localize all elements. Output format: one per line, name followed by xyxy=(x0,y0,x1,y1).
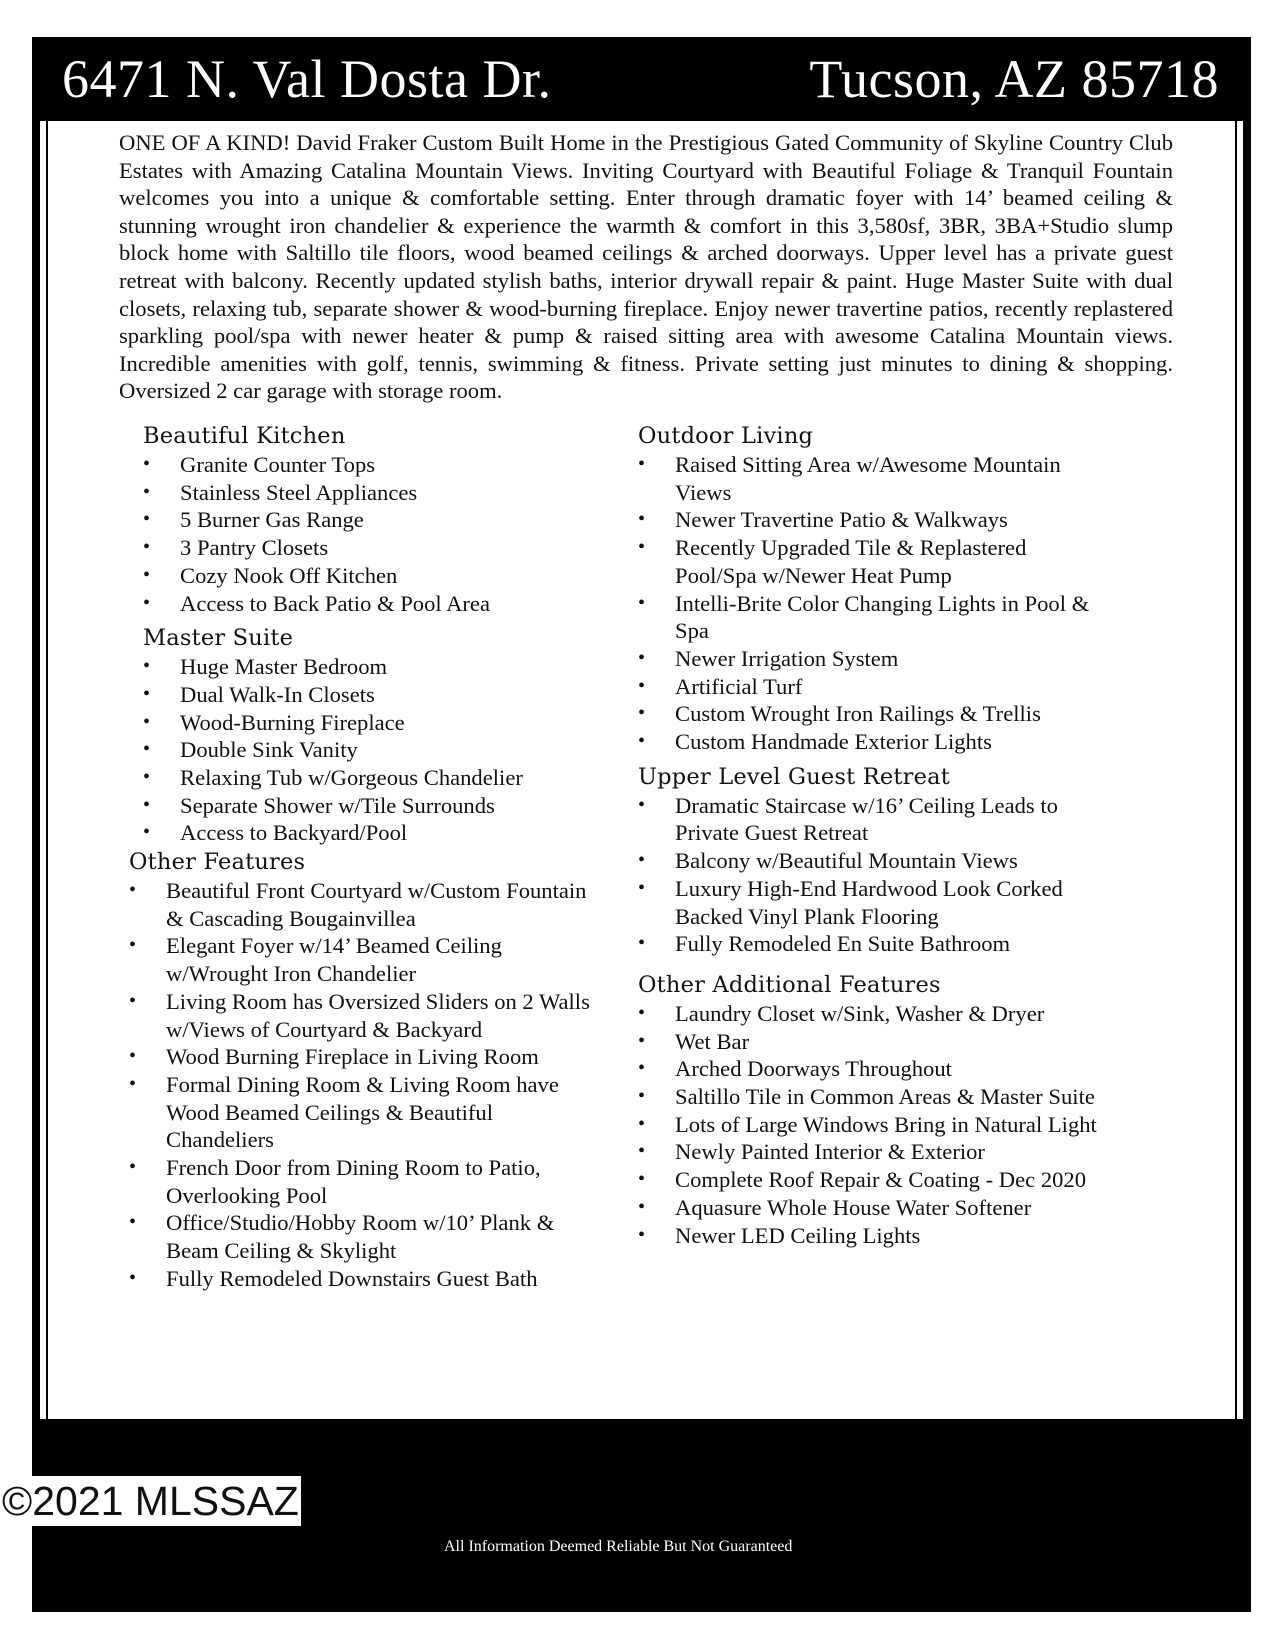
feature-item: • Balcony w/Beautiful Mountain Views xyxy=(638,847,1098,875)
feature-item: • Stainless Steel Appliances xyxy=(143,479,623,507)
feature-item: • Newer LED Ceiling Lights xyxy=(638,1222,1098,1250)
feature-item: • 5 Burner Gas Range xyxy=(143,506,623,534)
feature-item: • Raised Sitting Area w/Awesome Mountain Views xyxy=(638,451,1098,506)
feature-item: • Intelli-Brite Color Changing Lights in Pool & Spa xyxy=(638,590,1098,645)
section-title: Upper Level Guest Retreat xyxy=(638,763,950,790)
section-title: Outdoor Living xyxy=(638,423,814,449)
feature-item: • Office/Studio/Hobby Room w/10’ Plank & Beam Ceiling & Skylight xyxy=(129,1209,599,1264)
feature-list xyxy=(638,1000,1098,1249)
section-other-features xyxy=(129,847,599,1293)
feature-item: • Aquasure Whole House Water Softener xyxy=(638,1194,1098,1222)
feature-list xyxy=(638,792,1098,958)
feature-item: • Newer Irrigation System xyxy=(638,645,1098,673)
section-title: Master Suite xyxy=(143,625,294,652)
section-title: Beautiful Kitchen xyxy=(143,423,346,449)
disclaimer-text: All Information Deemed Reliable But Not Guaranteed xyxy=(444,1538,793,1555)
flyer-header xyxy=(32,37,1251,121)
feature-item: • Newer Travertine Patio & Walkways xyxy=(638,506,1098,534)
feature-item: • Granite Counter Tops xyxy=(143,451,623,479)
left-column xyxy=(143,421,623,853)
section-master-suite xyxy=(143,623,623,847)
feature-item: • Double Sink Vanity xyxy=(143,736,623,764)
feature-item: • Custom Wrought Iron Railings & Trellis xyxy=(638,700,1098,728)
feature-item: • Wood Burning Fireplace in Living Room xyxy=(129,1043,599,1071)
section-additional-features xyxy=(638,970,1098,1249)
copyright-watermark: ©2021 MLSSAZ xyxy=(2,1478,299,1524)
feature-item: • Fully Remodeled En Suite Bathroom xyxy=(638,930,1098,958)
feature-item: • Wood-Burning Fireplace xyxy=(143,709,623,737)
feature-item: • Artificial Turf xyxy=(638,673,1098,701)
property-description: ONE OF A KIND! David Fraker Custom Built Home in the Prestigious Gated Community of Skyline Country Club Estates with Amazing Catalina Mountain Views. Inviting Courtyard with Beautiful Foliage & Tranquil Fountain welcomes you into a unique & comfortable setting. Enter through dramatic foyer with 14’ beamed ceiling & stunning wrought iron chandelier & experience the warmth & comfort in this 3,580sf, 3BR, 3BA+Studio slump block home with Saltillo tile floors, wood beamed ceilings & arched doorways. Upper level has a private guest retreat with balcony. Recently updated stylish baths, interior drywall repair & paint. Huge Master Suite with dual closets, relaxing tub, separate shower & wood-burning fireplace. Enjoy newer travertine patios, recently replastered sparkling pool/spa with newer heater & pump & raised sitting area with awesome Catalina Mountain views. Incredible amenities with golf, tennis, swimming & fitness. Private setting just minutes to dining & shopping. Oversized 2 car garage with storage room. xyxy=(119,130,1173,404)
feature-item: • Dramatic Staircase w/16’ Ceiling Leads to Private Guest Retreat xyxy=(638,792,1098,847)
right-border-rule xyxy=(1235,121,1237,1419)
section-outdoor-living xyxy=(638,421,1098,756)
feature-item: • Dual Walk-In Closets xyxy=(143,681,623,709)
right-column xyxy=(638,421,1098,1255)
feature-item: • Arched Doorways Throughout xyxy=(638,1055,1098,1083)
feature-item: • Laundry Closet w/Sink, Washer & Dryer xyxy=(638,1000,1098,1028)
section-kitchen xyxy=(143,421,623,617)
section-title: Other Additional Features xyxy=(638,971,941,998)
feature-item: • 3 Pantry Closets xyxy=(143,534,623,562)
left-column-lower xyxy=(129,847,599,1299)
feature-item: • Formal Dining Room & Living Room have Wood Beamed Ceilings & Beautiful Chandeliers xyxy=(129,1071,599,1154)
section-title: Other Features xyxy=(129,849,306,875)
feature-item: • Beautiful Front Courtyard w/Custom Fountain & Cascading Bougainvillea xyxy=(129,877,599,932)
feature-item: • Huge Master Bedroom xyxy=(143,653,623,681)
address-title: 6471 N. Val Dosta Dr. xyxy=(62,49,552,109)
feature-item: • French Door from Dining Room to Patio, Overlooking Pool xyxy=(129,1154,599,1209)
city-state-zip: Tucson, AZ 85718 xyxy=(809,49,1219,109)
feature-item: • Wet Bar xyxy=(638,1028,1098,1056)
feature-item: • Separate Shower w/Tile Surrounds xyxy=(143,792,623,820)
feature-list xyxy=(143,653,623,847)
feature-item: • Fully Remodeled Downstairs Guest Bath xyxy=(129,1265,599,1293)
feature-item: • Cozy Nook Off Kitchen xyxy=(143,562,623,590)
content-panel xyxy=(40,121,1243,1419)
feature-item: • Recently Upgraded Tile & Replastered Pool/Spa w/Newer Heat Pump xyxy=(638,534,1098,589)
feature-item: • Living Room has Oversized Sliders on 2 Walls w/Views of Courtyard & Backyard xyxy=(129,988,599,1043)
feature-item: • Complete Roof Repair & Coating - Dec 2020 xyxy=(638,1166,1098,1194)
feature-list xyxy=(638,451,1098,756)
section-upper-level xyxy=(638,762,1098,958)
feature-item: • Custom Handmade Exterior Lights xyxy=(638,728,1098,756)
left-border-rule xyxy=(46,121,48,1419)
feature-item: • Relaxing Tub w/Gorgeous Chandelier xyxy=(143,764,623,792)
feature-item: • Access to Backyard/Pool xyxy=(143,819,623,847)
feature-item: • Saltillo Tile in Common Areas & Master Suite xyxy=(638,1083,1098,1111)
feature-list xyxy=(129,877,599,1293)
feature-item: • Lots of Large Windows Bring in Natural Light xyxy=(638,1111,1098,1139)
feature-item: • Luxury High-End Hardwood Look Corked Backed Vinyl Plank Flooring xyxy=(638,875,1098,930)
feature-list xyxy=(143,451,623,617)
feature-item: • Elegant Foyer w/14’ Beamed Ceiling w/Wrought Iron Chandelier xyxy=(129,932,599,987)
feature-item: • Newly Painted Interior & Exterior xyxy=(638,1138,1098,1166)
feature-item: • Access to Back Patio & Pool Area xyxy=(143,590,623,618)
flyer-frame xyxy=(32,37,1251,1612)
